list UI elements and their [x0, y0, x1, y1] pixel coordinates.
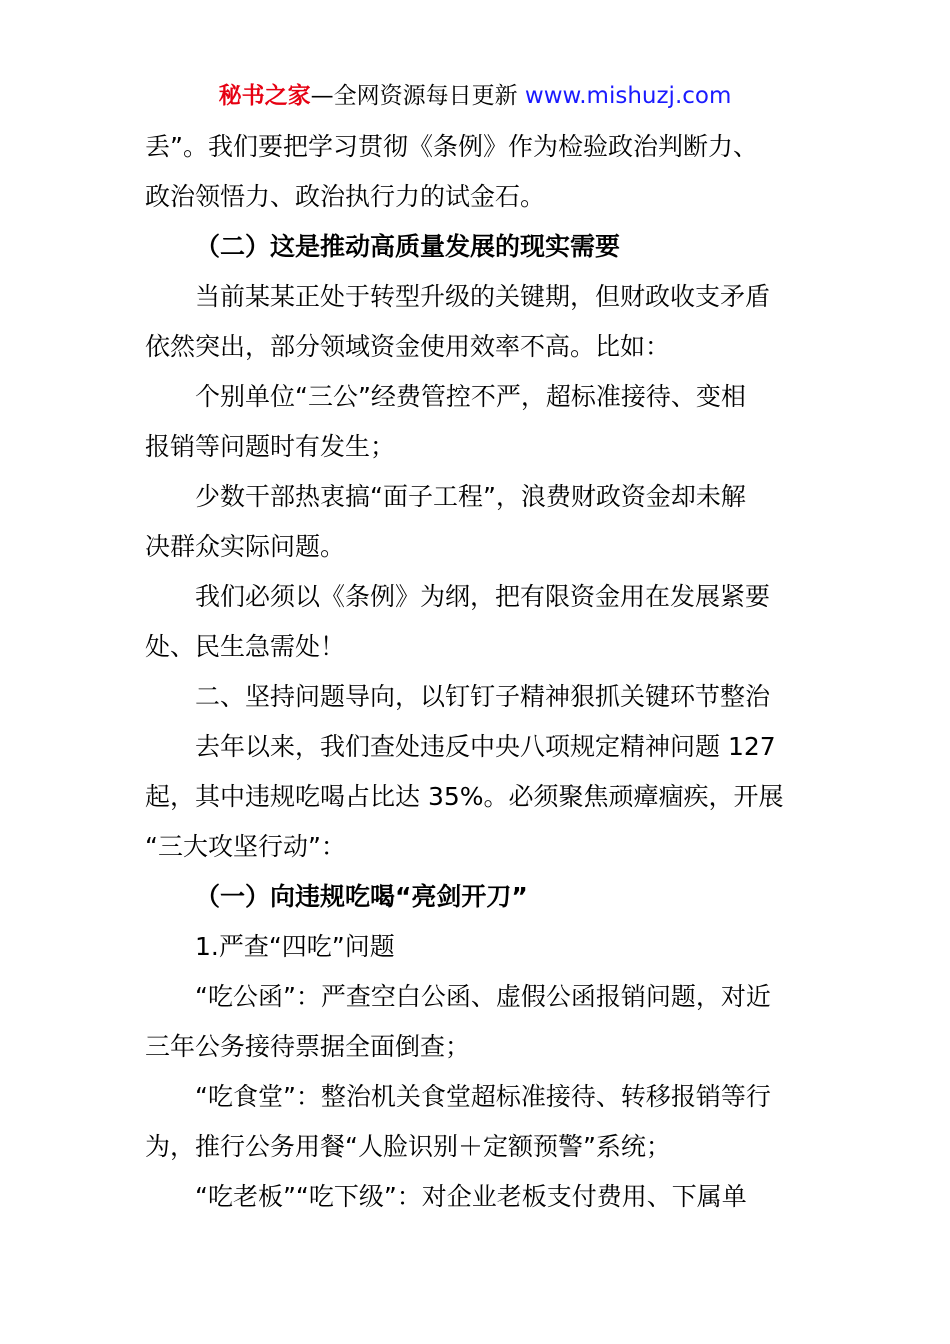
paragraph-line: “吃食堂”：整治机关食堂超标准接待、转移报销等行 — [195, 1082, 771, 1111]
paragraph-line: 少数干部热衷搞“面子工程”，浪费财政资金却未解 — [195, 482, 746, 511]
paragraph-line: 政治领悟力、政治执行力的试金石。 — [145, 182, 546, 211]
paragraph-line: 报销等问题时有发生； — [145, 432, 396, 461]
site-brand: 秘书之家 — [218, 83, 311, 109]
paragraph-line: 当前某某正处于转型升级的关键期，但财政收支矛盾 — [195, 282, 771, 311]
site-header — [0, 80, 950, 112]
subsection-heading: （一）向违规吃喝“亮剑开刀” — [195, 882, 528, 911]
paragraph-line: 依然突出，部分领域资金使用效率不高。比如： — [145, 332, 671, 361]
paragraph-line: 去年以来，我们查处违反中央八项规定精神问题 127 — [195, 732, 776, 761]
section-heading: （二）这是推动高质量发展的现实需要 — [195, 232, 621, 261]
paragraph-line: “三大攻坚行动”： — [145, 832, 346, 861]
paragraph-line: 为，推行公务用餐“人脸识别＋定额预警”系统； — [145, 1132, 671, 1161]
paragraph-line: “吃公函”：严查空白公函、虚假公函报销问题，对近 — [195, 982, 771, 1011]
paragraph-line: 三年公务接待票据全面倒查； — [145, 1032, 471, 1061]
paragraph-line: 个别单位“三公”经费管控不严，超标准接待、变相 — [195, 382, 746, 411]
paragraph-line: 丢”。我们要把学习贯彻《条例》作为检验政治判断力、 — [145, 132, 758, 161]
paragraph-line: 处、民生急需处！ — [145, 632, 346, 661]
paragraph-line: 决群众实际问题。 — [145, 532, 346, 561]
list-heading: 1.严查“四吃”问题 — [195, 932, 395, 961]
site-url: www.mishuzj.com — [524, 83, 732, 109]
paragraph-line: 起，其中违规吃喝占比达 35%。必须聚焦顽瘴痼疾，开展 — [145, 782, 784, 811]
section-heading: 二、坚持问题导向，以钉钉子精神狠抓关键环节整治 — [195, 682, 771, 711]
site-tagline: —全网资源每日更新 — [310, 83, 525, 109]
paragraph-line: 我们必须以《条例》为纲，把有限资金用在发展紧要 — [195, 582, 771, 611]
paragraph-line: “吃老板”“吃下级”：对企业老板支付费用、下属单 — [195, 1182, 747, 1211]
